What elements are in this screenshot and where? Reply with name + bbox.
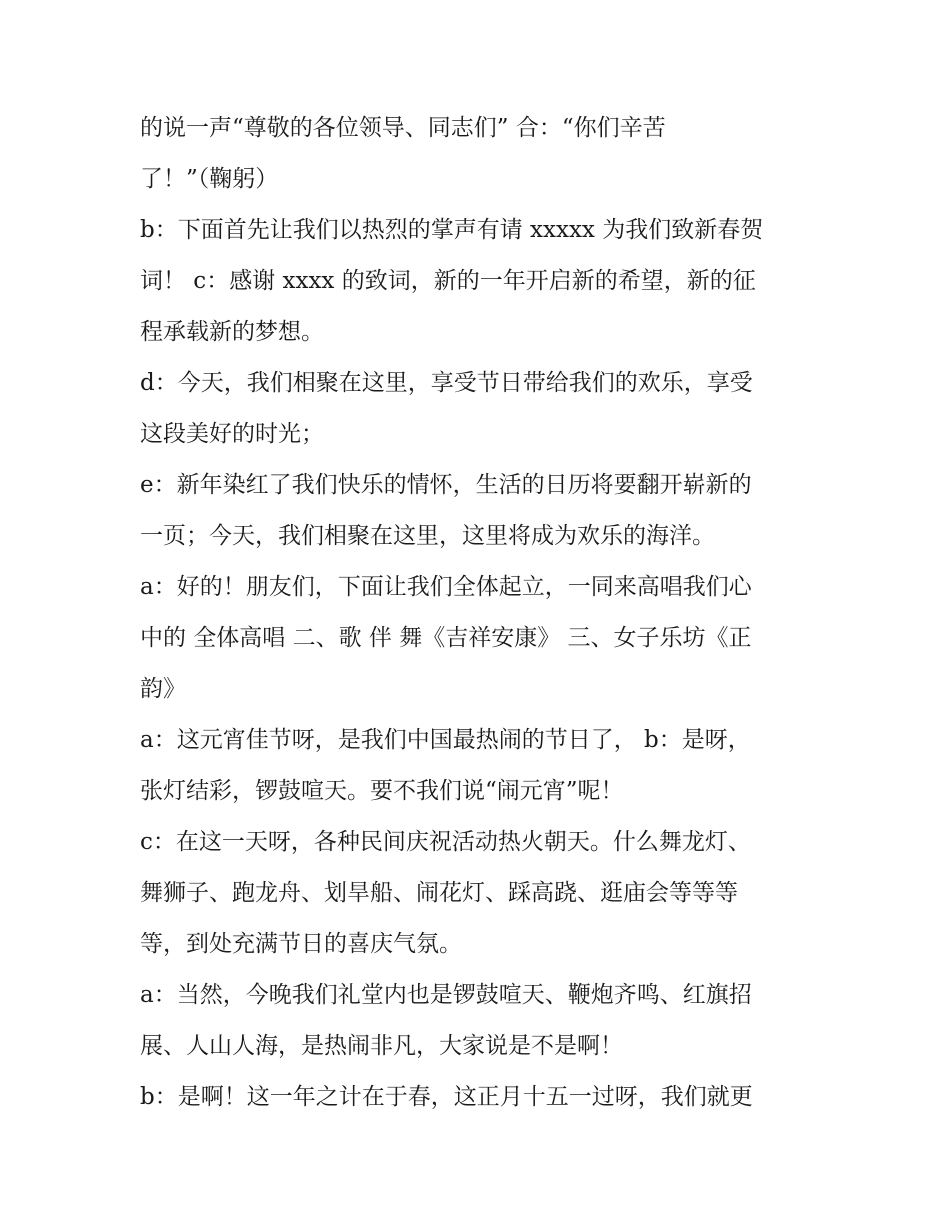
text-line: 程承载新的梦想。 [140,319,324,345]
text-line: d：今天，我们相聚在这里，享受节日带给我们的欢乐，享受 [140,370,753,396]
text-line: 舞狮子、跑龙舟、划旱船、闹花灯、踩高跷、逛庙会等等等 [140,880,738,906]
text-line: a：当然，今晚我们礼堂内也是锣鼓喧天、鞭炮齐鸣、红旗招 [140,982,752,1008]
document-body [140,103,810,1123]
text-line: 词！ c：感谢 xxxx 的致词，新的一年开启新的希望，新的征 [140,268,756,294]
text-line: 一页；今天，我们相聚在这里，这里将成为欢乐的海洋。 [140,523,715,549]
text-line: c：在这一天呀，各种民间庆祝活动热火朝天。什么舞龙灯、 [140,829,751,855]
text-line: 展、人山人海，是热闹非凡，大家说是不是啊！ [140,1033,623,1059]
text-line: 张灯结彩，锣鼓喧天。要不我们说“闹元宵”呢！ [140,778,624,804]
text-line: b：是啊！这一年之计在于春，这正月十五一过呀，我们就更 [140,1084,753,1110]
text-line: e：新年染红了我们快乐的情怀，生活的日历将要翻开崭新的 [140,472,752,498]
text-line: 等，到处充满节日的喜庆气氛。 [140,931,462,957]
text-line: 韵》 [140,676,186,702]
text-line: a：好的！朋友们，下面让我们全体起立，一同来高唱我们心 [140,574,752,600]
text-line: a：这元宵佳节呀，是我们中国最热闹的节日了， b：是呀， [140,727,751,753]
text-line: 的说一声“尊敬的各位领导、同志们” 合：“你们辛苦 [140,115,666,141]
text-line: b：下面首先让我们以热烈的掌声有请 xxxxx 为我们致新春贺 [140,217,764,243]
text-line: 了！”（鞠躬） [140,166,279,192]
text-line: 中的 全体高唱 二、歌 伴 舞《吉祥安康》 三、女子乐坊《正 [140,625,752,651]
text-line: 这段美好的时光； [140,421,324,447]
